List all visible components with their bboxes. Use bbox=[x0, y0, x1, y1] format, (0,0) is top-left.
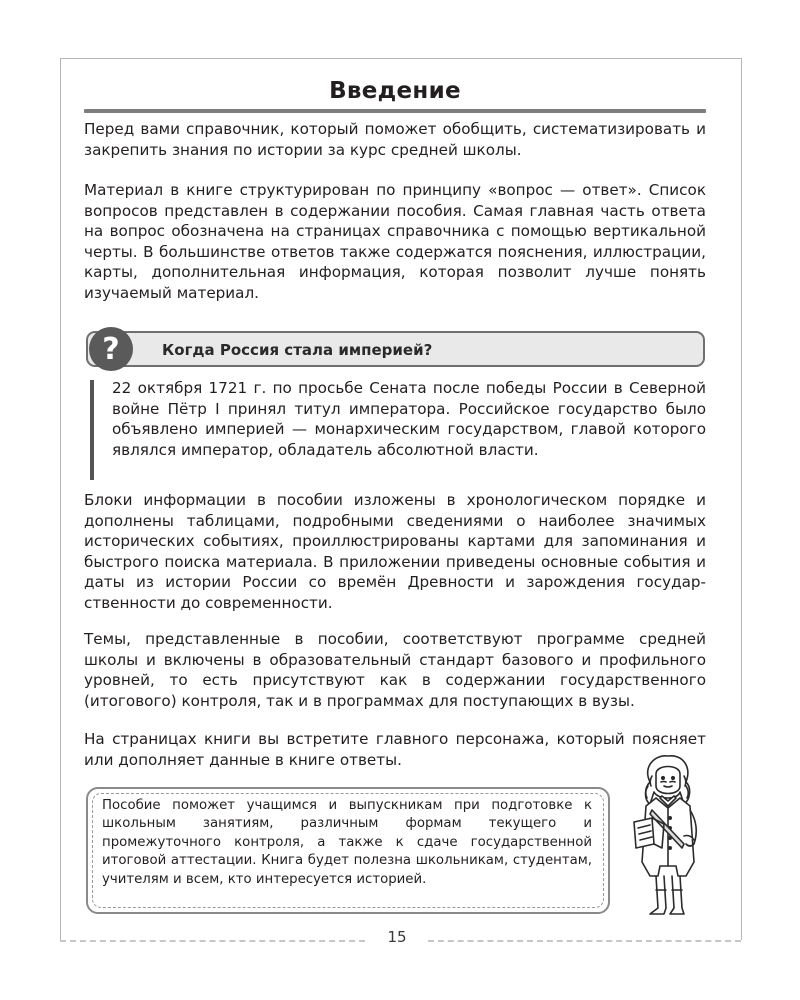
question-mark-icon bbox=[88, 326, 134, 372]
structure-paragraph: Материал в книге структурирован по принципу «вопрос — ответ». Список вопросов представлен в содержании пособия. Самая главная часть ответа на вопрос обозначена на страницах справочника с помощью вертикальной черты. В большинстве ответов также содержатся пояснения, иллюстрации, карты, дополнительная информация, которая позволит лучше понять изучаемый материал. bbox=[84, 181, 706, 302]
question-text: Когда Россия стала империей? bbox=[162, 341, 433, 359]
peter-the-great-mascot-icon bbox=[612, 752, 722, 924]
page-frame-bottom-left bbox=[60, 940, 365, 942]
answer-vertical-rule bbox=[90, 380, 94, 480]
page-frame-top bbox=[60, 58, 742, 59]
page-frame-bottom-right bbox=[428, 940, 741, 942]
page-frame-left bbox=[60, 58, 61, 940]
topics-paragraph: Темы, представленные в пособии, соответствуют программе средней школы и включены в образовательный стандарт базового и профильного уровней, то есть присутствуют как в содержании государственного (итогового) контроля, так и в программах для поступающих в вузы. bbox=[84, 630, 706, 710]
page-title: Введение bbox=[329, 78, 461, 104]
character-paragraph: На страницах книги вы встретите главного персонажа, который поясняет или дополняет данные в книге ответы. bbox=[84, 730, 706, 769]
page-frame-right bbox=[741, 58, 742, 940]
question-icon-symbol: ? bbox=[102, 332, 120, 367]
note-text: Пособие поможет учащимся и выпускникам при подготовке к школьным занятиям, различным формам текущего и промежуточного контроля, а также к сдаче государственной итоговой аттестации. Книга будет полезна школьникам, студентам, учителям и всем, кто интересуется историей. bbox=[102, 798, 592, 887]
question-bar bbox=[86, 331, 705, 367]
note-box bbox=[86, 787, 610, 914]
blocks-paragraph: Блоки информации в пособии изложены в хронологическом порядке и дополнены таблицами, подробными сведениями о наиболее значимых исторических событиях, проиллюстрированы картами для запоминания и быстрого поиска материала. В приложении приведены основные события и даты из истории России со времён Древности и зарождения государственности до современности. bbox=[84, 491, 706, 612]
page-number: 15 bbox=[387, 928, 407, 946]
title-underline bbox=[84, 109, 706, 113]
answer-text: 22 октября 1721 г. по просьбе Сената после победы России в Северной войне Пётр I принял титул императора. Российское государство было объявлено империей — монархическим государством, главой которого являлся император, обладатель абсолютной власти. bbox=[112, 379, 706, 459]
intro-paragraph: Перед вами справочник, который поможет обобщить, систематизировать и закрепить знания по истории за курс средней школы. bbox=[84, 120, 706, 159]
